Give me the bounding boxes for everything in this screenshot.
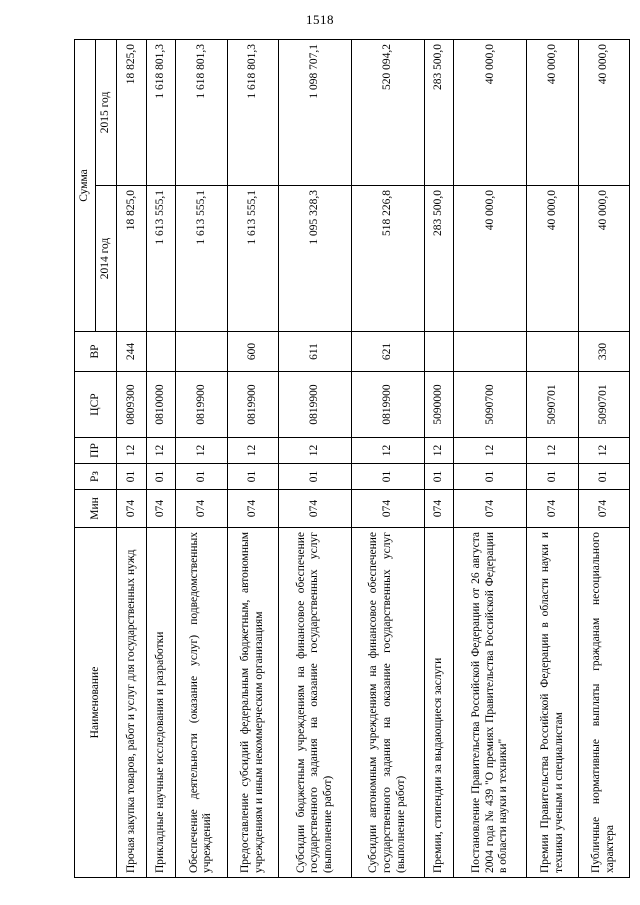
table-row <box>578 39 629 877</box>
row-vr: 611 <box>278 332 351 372</box>
row-pr: 12 <box>146 438 176 464</box>
row-name: Субсидии автономным учреждениям на финансовое обеспечение государственного задания на оказание государственных услуг (выполнение работ) <box>351 528 424 878</box>
table-row <box>351 39 424 877</box>
row-sum-2014: 1 095 328,3 <box>278 186 351 332</box>
row-min: 074 <box>527 490 578 528</box>
table-row <box>278 39 351 877</box>
row-sum-2014: 1 613 555,1 <box>227 186 278 332</box>
row-rz: 01 <box>278 464 351 490</box>
rotated-page-body <box>74 40 630 878</box>
row-vr <box>146 332 176 372</box>
header-name: Наименование <box>75 528 117 878</box>
table-row <box>227 39 278 877</box>
row-sum-2014: 18 825,0 <box>117 186 147 332</box>
table-row <box>117 39 147 877</box>
row-pr: 12 <box>578 438 629 464</box>
row-sum-2015: 520 094,2 <box>351 39 424 185</box>
row-min: 074 <box>227 490 278 528</box>
row-vr: 600 <box>227 332 278 372</box>
header-min: Мин <box>75 490 117 528</box>
row-pr: 12 <box>454 438 527 464</box>
table-row <box>424 39 454 877</box>
row-sum-2014: 283 500,0 <box>424 186 454 332</box>
row-name: Обеспечение деятельности (оказание услуг) подведомственных учреждений <box>176 528 227 878</box>
row-name: Прочая закупка товаров, работ и услуг для государственных нужд <box>117 528 147 878</box>
row-pr: 12 <box>117 438 147 464</box>
row-rz: 01 <box>146 464 176 490</box>
row-vr <box>527 332 578 372</box>
row-rz: 01 <box>578 464 629 490</box>
row-csr: 0819900 <box>351 372 424 438</box>
row-csr: 0819900 <box>278 372 351 438</box>
row-vr: 244 <box>117 332 147 372</box>
header-csr: ЦСР <box>75 372 117 438</box>
table-row <box>176 39 227 877</box>
table-row <box>146 39 176 877</box>
header-2014: 2014 год <box>96 186 117 332</box>
row-vr <box>424 332 454 372</box>
row-rz: 01 <box>527 464 578 490</box>
row-csr: 0819900 <box>176 372 227 438</box>
table-row <box>454 39 527 877</box>
row-rz: 01 <box>454 464 527 490</box>
header-2015: 2015 год <box>96 39 117 185</box>
row-sum-2015: 40 000,0 <box>578 39 629 185</box>
row-name: Публичные нормативные выплаты гражданам несоциального характера <box>578 528 629 878</box>
row-sum-2015: 18 825,0 <box>117 39 147 185</box>
row-pr: 12 <box>278 438 351 464</box>
row-min: 074 <box>117 490 147 528</box>
row-vr <box>454 332 527 372</box>
row-sum-2014: 518 226,8 <box>351 186 424 332</box>
budget-table <box>74 39 630 878</box>
row-pr: 12 <box>527 438 578 464</box>
table-row <box>527 39 578 877</box>
row-csr: 5090701 <box>527 372 578 438</box>
row-csr: 5090701 <box>578 372 629 438</box>
row-pr: 12 <box>227 438 278 464</box>
row-min: 074 <box>146 490 176 528</box>
row-sum-2014: 40 000,0 <box>454 186 527 332</box>
row-rz: 01 <box>351 464 424 490</box>
row-csr: 0810000 <box>146 372 176 438</box>
row-csr: 5090700 <box>454 372 527 438</box>
row-csr: 0819900 <box>227 372 278 438</box>
row-pr: 12 <box>424 438 454 464</box>
row-sum-2014: 1 613 555,1 <box>146 186 176 332</box>
row-sum-2015: 1 618 801,3 <box>176 39 227 185</box>
row-name: Субсидии бюджетным учреждениям на финансовое обеспечение государственного задания на оказание государственных услуг (выполнение работ) <box>278 528 351 878</box>
row-sum-2015: 1 618 801,3 <box>146 39 176 185</box>
row-rz: 01 <box>176 464 227 490</box>
row-sum-2015: 1 098 707,1 <box>278 39 351 185</box>
row-rz: 01 <box>424 464 454 490</box>
row-sum-2015: 283 500,0 <box>424 39 454 185</box>
row-name: Прикладные научные исследования и разработки <box>146 528 176 878</box>
row-min: 074 <box>176 490 227 528</box>
row-rz: 01 <box>117 464 147 490</box>
row-pr: 12 <box>351 438 424 464</box>
row-rz: 01 <box>227 464 278 490</box>
row-csr: 0809300 <box>117 372 147 438</box>
row-min: 074 <box>454 490 527 528</box>
row-min: 074 <box>424 490 454 528</box>
table-body <box>117 39 630 877</box>
header-vr: ВР <box>75 332 117 372</box>
row-sum-2015: 40 000,0 <box>454 39 527 185</box>
row-vr: 330 <box>578 332 629 372</box>
row-sum-2015: 40 000,0 <box>527 39 578 185</box>
row-sum-2014: 40 000,0 <box>527 186 578 332</box>
row-pr: 12 <box>176 438 227 464</box>
row-vr: 621 <box>351 332 424 372</box>
header-sum: Сумма <box>75 39 96 331</box>
row-sum-2014: 40 000,0 <box>578 186 629 332</box>
row-csr: 5090000 <box>424 372 454 438</box>
row-min: 074 <box>278 490 351 528</box>
row-sum-2015: 1 618 801,3 <box>227 39 278 185</box>
page-number: 1518 <box>306 12 334 27</box>
row-vr <box>176 332 227 372</box>
row-name: Премии Правительства Российской Федерации в области науки и техники ученым и специалистам <box>527 528 578 878</box>
header-row <box>75 39 96 877</box>
row-name: Постановление Правительства Российской Федерации от 26 августа 2004 года № 439 "О премиях Правительства Российской Федерации в области науки и техники" <box>454 528 527 878</box>
row-name: Премии, стипендии за выдающиеся заслуги <box>424 528 454 878</box>
row-min: 074 <box>578 490 629 528</box>
header-rz: Рз <box>75 464 117 490</box>
row-min: 074 <box>351 490 424 528</box>
header-pr: ПР <box>75 438 117 464</box>
row-name: Предоставление субсидий федеральным бюджетным, автономным учреждениям и иным некоммерческим организациям <box>227 528 278 878</box>
row-sum-2014: 1 613 555,1 <box>176 186 227 332</box>
